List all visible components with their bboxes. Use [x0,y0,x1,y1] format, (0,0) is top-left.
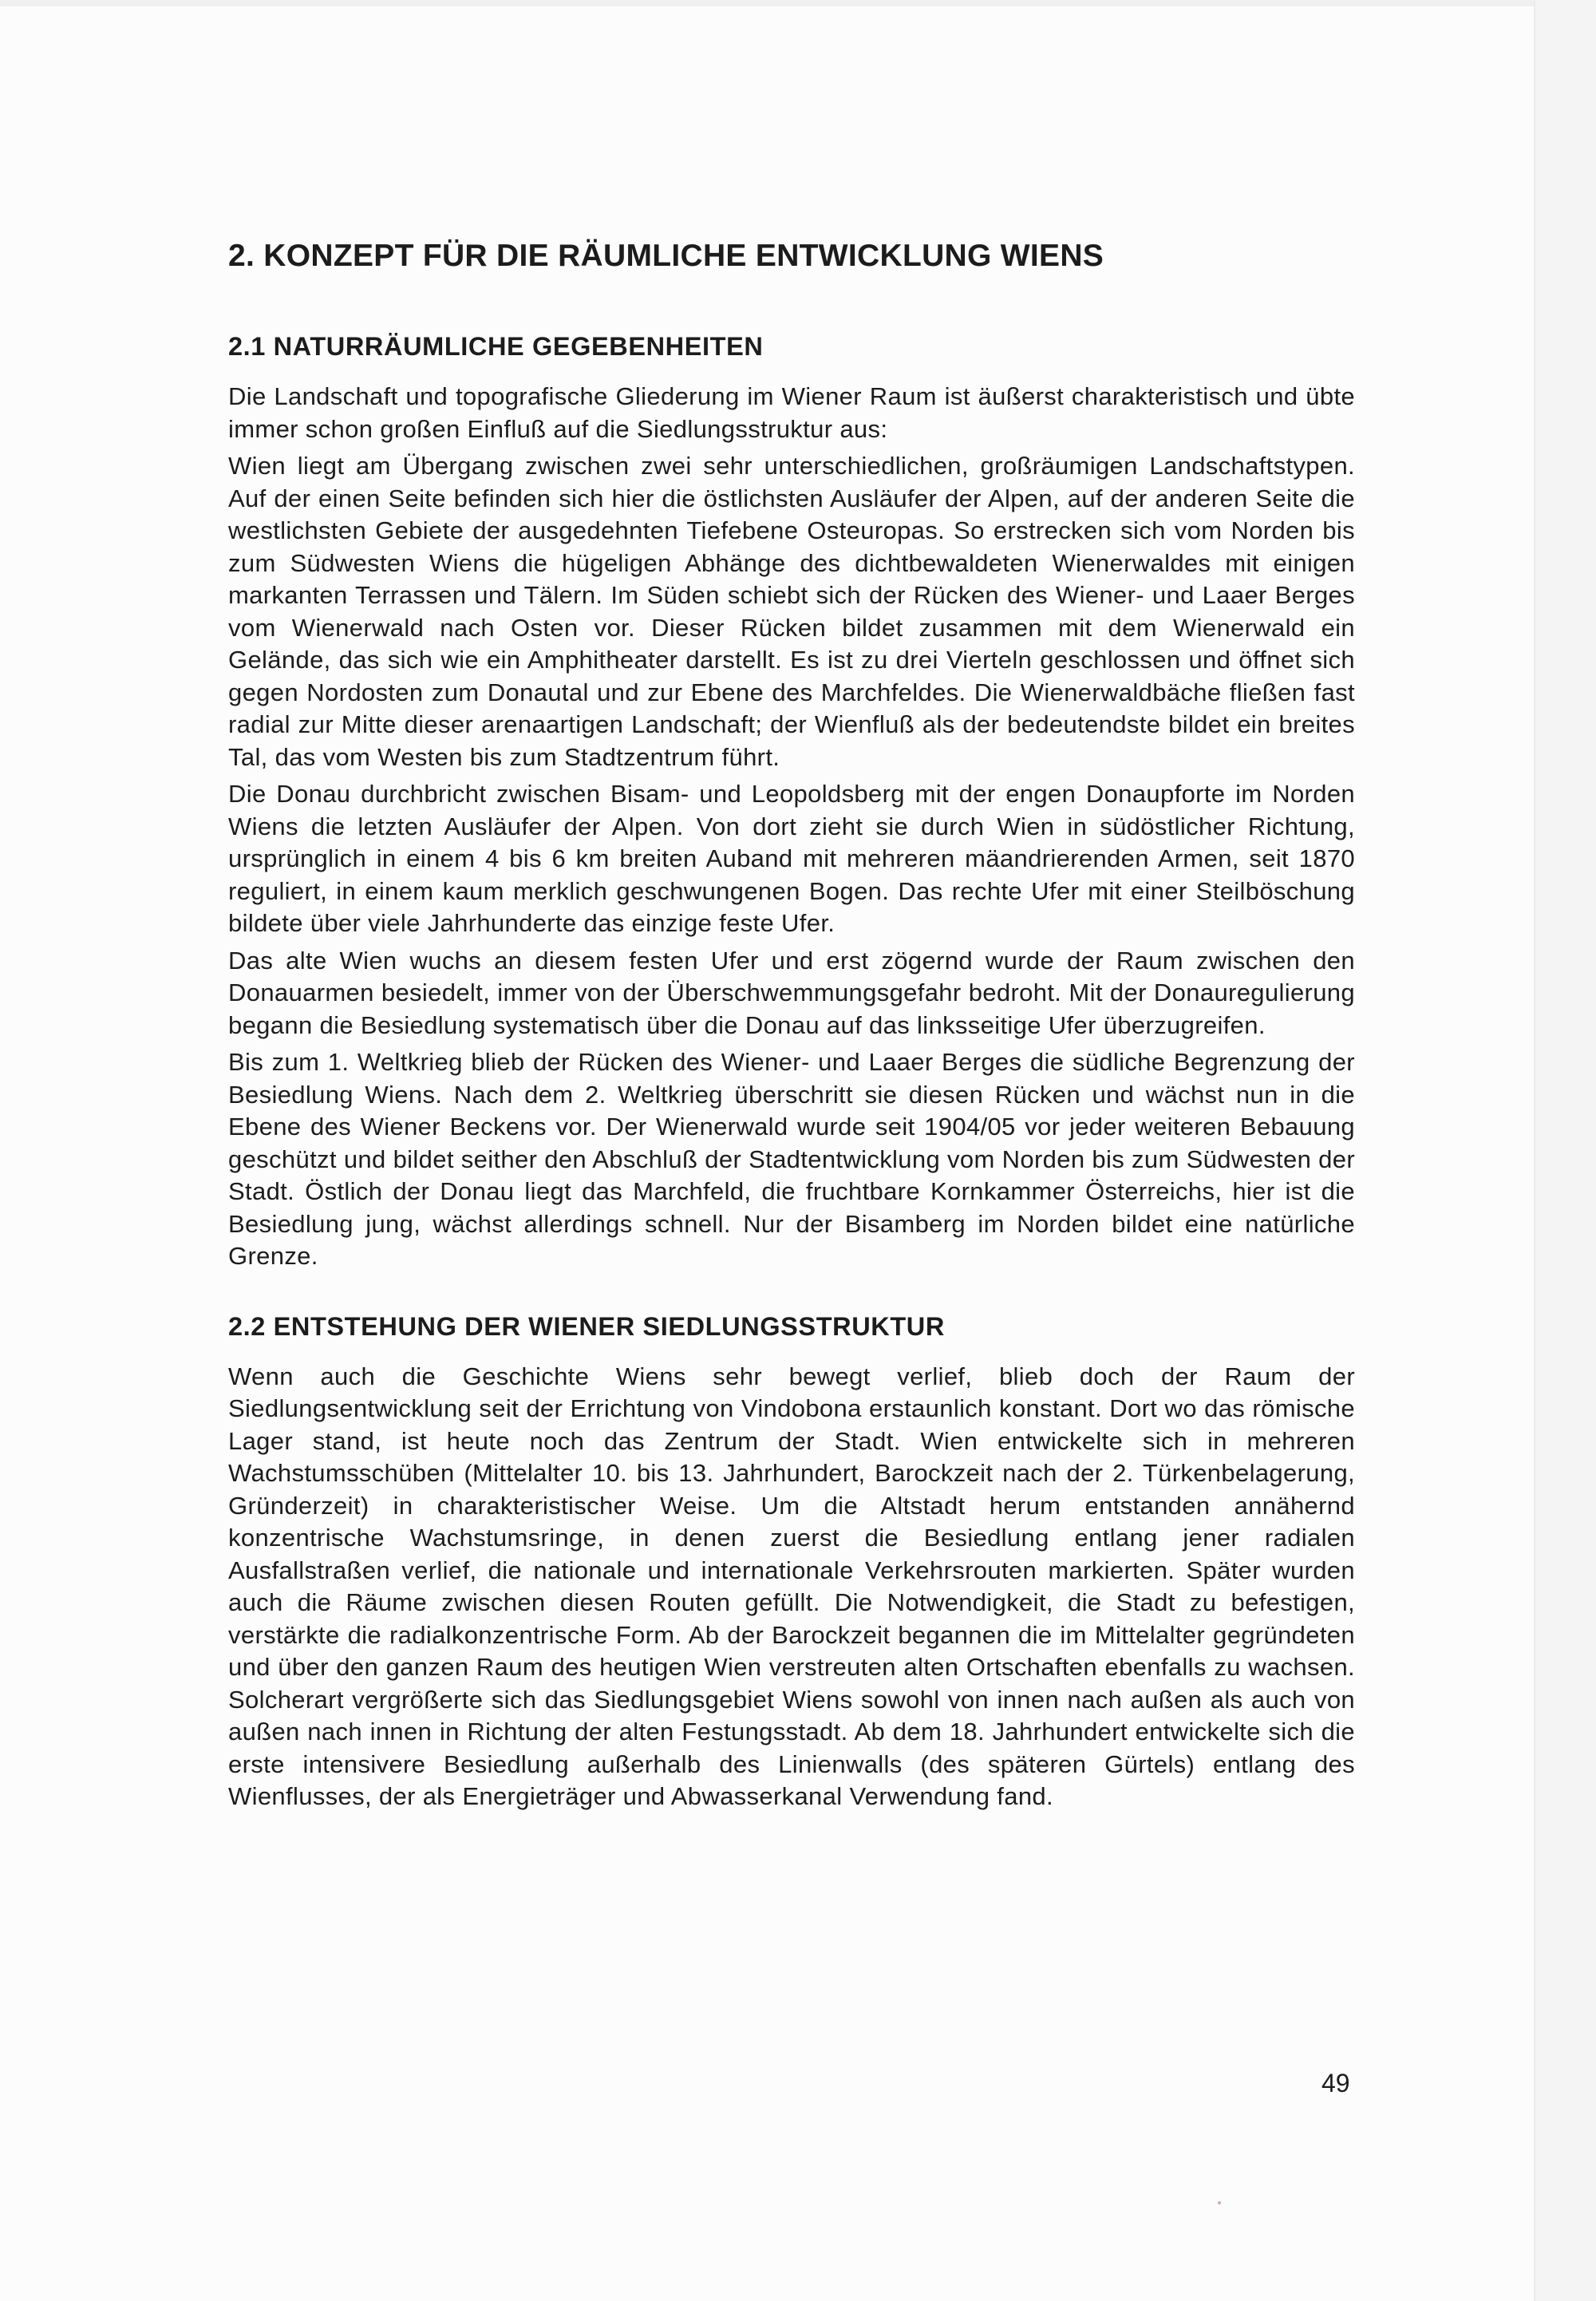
scan-speck [1218,2201,1221,2204]
section-title: 2.2 ENTSTEHUNG DER WIENER SIEDLUNGSSTRUKTUR [228,1311,945,1341]
paragraph: Die Donau durchbricht zwischen Bisam- und Leopoldsberg mit der engen Donaupforte im Norden Wiens die letzten Ausläufer der Alpen. Von dort zieht sie durch Wien in südöstlicher Richtung, ursprünglich in einem 4 bis 6 km breiten Auband mit mehreren mäandrierenden Armen, seit 1870 reguliert, in einem kaum merklich geschwungenen Bogen. Das rechte Ufer mit einer Steilböschung bildete über viele Jahrhunderte das einzige feste Ufer. [228,780,1355,937]
paragraph: Wenn auch die Geschichte Wiens sehr bewegt verlief, blieb doch der Raum der Siedlungsentwicklung seit der Errichtung von Vindobona erstaunlich konstant. Dort wo das römische Lager stand, ist heute noch das Zentrum der Stadt. Wien entwickelte sich in mehreren Wachstumsschüben (Mittelalter 10. bis 13. Jahrhundert, Barockzeit nach der 2. Türkenbelagerung, Gründerzeit) in charakteristischer Weise. Um die Altstadt herum entstanden annähernd konzentrische Wachstumsringe, in denen zuerst die Besiedlung entlang jener radialen Ausfallstraßen verlief, die nationale und internationale Verkehrsrouten markierten. Später wurden auch die Räume zwischen diesen Routen gefüllt. Die Notwendigkeit, die Stadt zu befestigen, verstärkte die radialkonzentrische Form. Ab der Barockzeit begannen die im Mittelalter gegründeten und über den ganzen Raum des heutigen Wien verstreuten alten Ortschaften ebenfalls zu wachsen. Solcherart vergrößerte sich das Siedlungsgebiet Wiens sowohl von innen nach außen als auch von außen nach innen in Richtung der alten Festungsstadt. Ab dem 18. Jahrhundert entwickelte sich die erste intensivere Besiedlung außerhalb des Linienwalls (des späteren Gürtels) entlang des Wienflusses, der als Energieträger und Abwasserkanal Verwendung fand. [228,1362,1355,1810]
paragraph: Das alte Wien wuchs an diesem festen Ufer und erst zögernd wurde der Raum zwischen den Donauarmen besiedelt, immer von der Überschwemmungsgefahr bedroht. Mit der Donauregulierung begann die Besiedlung systematisch über die Donau auf das linksseitige Ufer überzugreifen. [228,946,1355,1039]
chapter-title: 2. KONZEPT FÜR DIE RÄUMLICHE ENTWICKLUNG WIENS [228,239,1104,273]
page-content [228,235,1355,1818]
paragraph: Wien liegt am Übergang zwischen zwei sehr unterschiedlichen, großräumigen Landschaftstypen. Auf der einen Seite befinden sich hier die östlichsten Ausläufer der Alpen, auf der anderen Seite die westlichsten Gebiete der ausgedehnten Tiefebene Osteuropas. So erstrecken sich vom Norden bis zum Südwesten Wiens die hügeligen Abhänge des dichtbewaldeten Wienerwaldes mit einigen markanten Terrassen und Tälern. Im Süden schiebt sich der Rücken des Wiener- und Laaer Berges vom Wienerwald nach Osten vor. Dieser Rücken bildet zusammen mit dem Wienerwald ein Gelände, das sich wie ein Amphitheater darstellt. Es ist zu drei Vierteln geschlossen und öffnet sich gegen Nordosten zum Donautal und zur Ebene des Marchfeldes. Die Wienerwaldbäche fließen fast radial zur Mitte dieser arenaartigen Landschaft; der Wienfluß als der bedeutendste bildet ein breites Tal, das vom Westen bis zum Stadtzentrum führt. [228,452,1355,771]
section-spacer [228,1278,1355,1310]
section-entstehung-siedlungsstruktur [228,1310,1355,1813]
paragraph: Die Landschaft und topografische Gliederung im Wiener Raum ist äußerst charakteristisch und übte immer schon großen Einfluß auf die Siedlungsstruktur aus: [228,382,1355,443]
page-right-edge [1534,0,1596,2301]
section-title: 2.1 NATURRÄUMLICHE GEGEBENHEITEN [228,332,764,361]
section-naturraeumliche-gegebenheiten [228,330,1355,1273]
page-number: 49 [1321,2069,1350,2097]
page-top-edge [0,0,1596,6]
paragraph: Bis zum 1. Weltkrieg blieb der Rücken des Wiener- und Laaer Berges die südliche Begrenzung der Besiedlung Wiens. Nach dem 2. Weltkrieg überschritt sie diesen Rücken und wächst nun in die Ebene des Wiener Beckens vor. Der Wienerwald wurde seit 1904/05 vor jeder weiteren Bebauung geschützt und bildet seither den Abschluß der Stadtentwicklung vom Norden bis zum Südwesten der Stadt. Östlich der Donau liegt das Marchfeld, die fruchtbare Kornkammer Österreichs, hier ist die Besiedlung jung, wächst allerdings schnell. Nur der Bisamberg im Norden bildet eine natürliche Grenze. [228,1048,1355,1270]
